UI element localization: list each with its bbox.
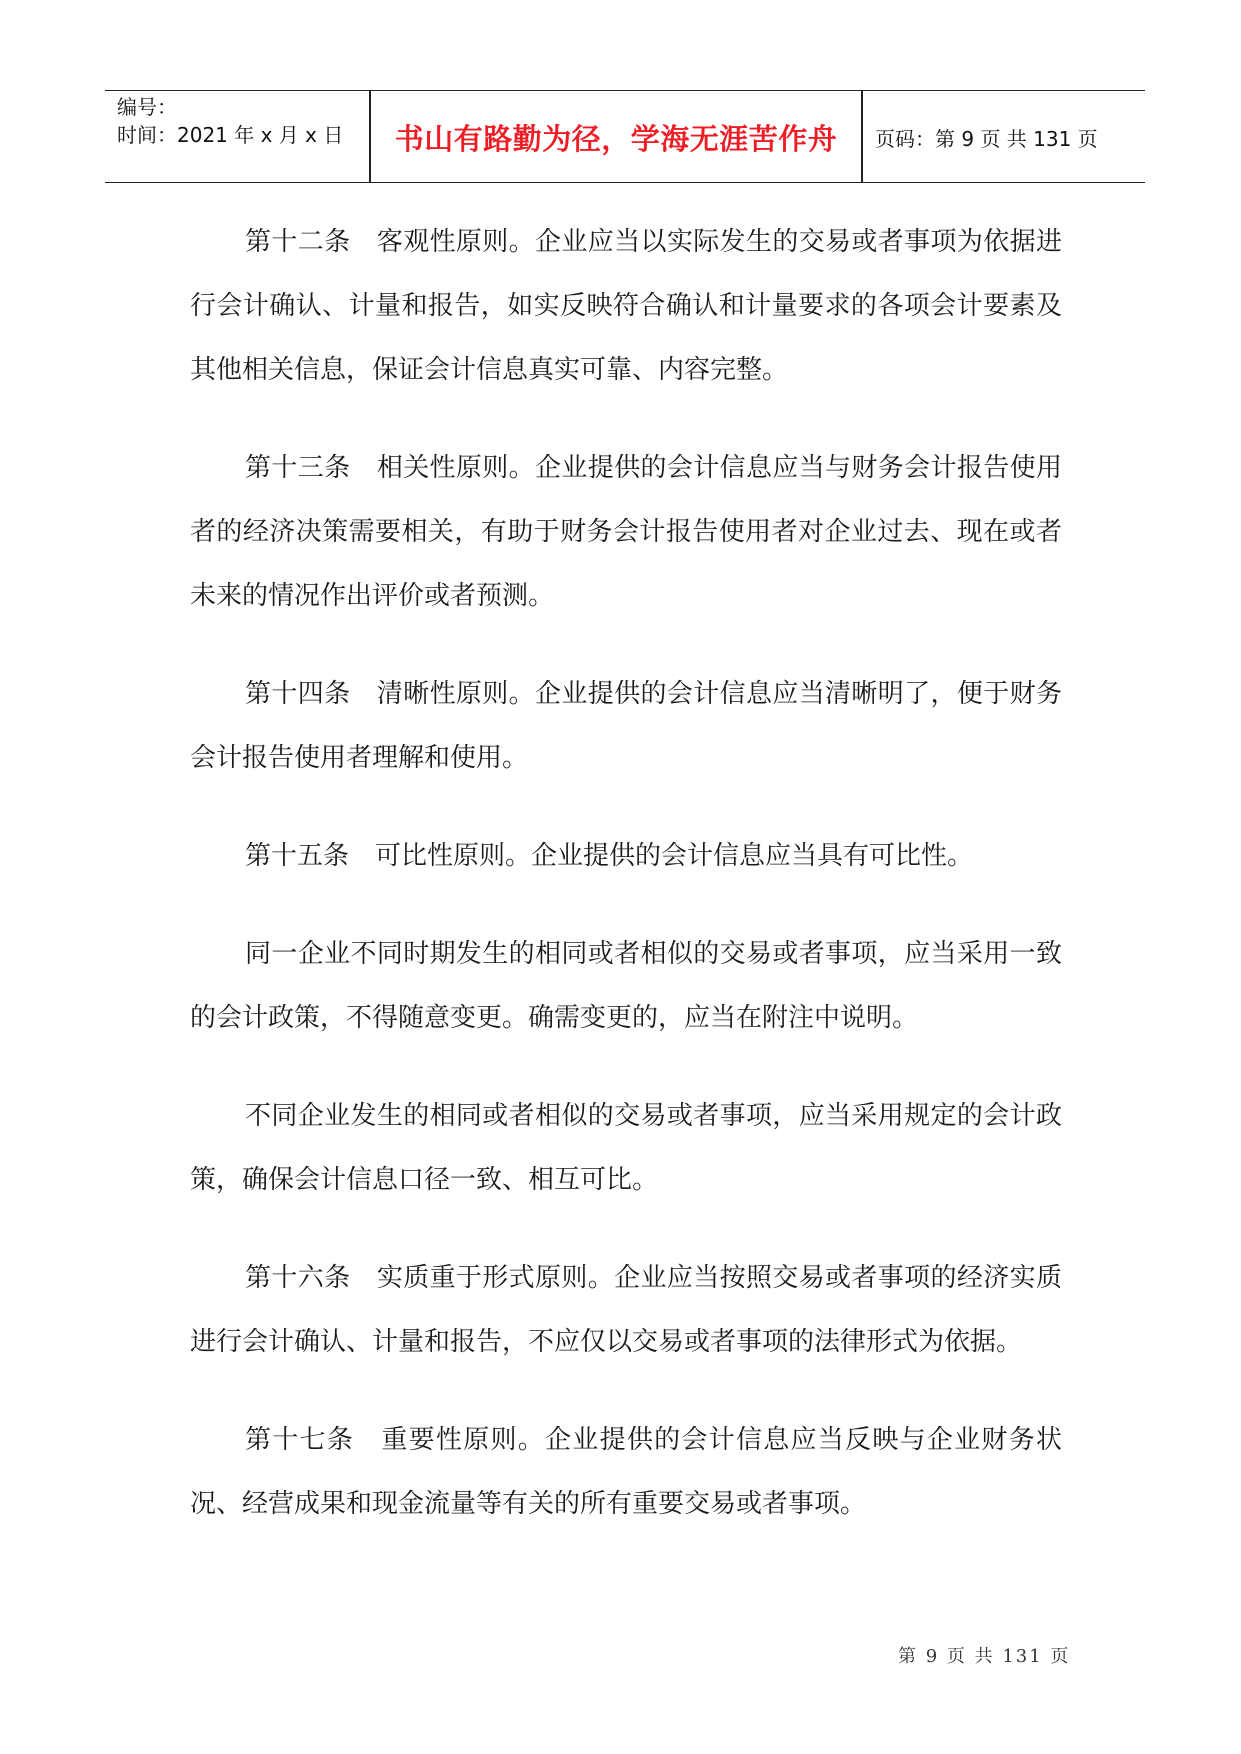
paragraph-article-15-same-enterprise: 同一企业不同时期发生的相同或者相似的交易或者事项，应当采用一致的会计政策，不得随意变更。确需变更的，应当在附注中说明。	[190, 939, 1062, 1033]
header-page-number: 页码：第 9 页 共 131 页	[875, 127, 1098, 151]
header-meta	[117, 93, 357, 149]
document-time-label: 时间：2021 年 x 月 x 日	[117, 123, 344, 147]
paragraph-article-15: 第十五条 可比性原则。企业提供的会计信息应当具有可比性。	[245, 841, 974, 871]
page-header	[105, 90, 1145, 183]
document-number-label: 编号：	[117, 95, 177, 119]
paragraph-article-15-different-enterprise: 不同企业发生的相同或者相似的交易或者事项，应当采用规定的会计政策，确保会计信息口径一致、相互可比。	[190, 1101, 1062, 1195]
document-body	[190, 210, 1062, 1570]
paragraph-article-13: 第十三条 相关性原则。企业提供的会计信息应当与财务会计报告使用者的经济决策需要相关，有助于财务会计报告使用者对企业过去、现在或者未来的情况作出评价或者预测。	[190, 453, 1062, 611]
paragraph-article-16: 第十六条 实质重于形式原则。企业应当按照交易或者事项的经济实质进行会计确认、计量和报告，不应仅以交易或者事项的法律形式为依据。	[190, 1263, 1062, 1357]
paragraph-article-17: 第十七条 重要性原则。企业提供的会计信息应当反映与企业财务状况、经营成果和现金流量等有关的所有重要交易或者事项。	[190, 1425, 1062, 1519]
paragraph-article-14: 第十四条 清晰性原则。企业提供的会计信息应当清晰明了，便于财务会计报告使用者理解和使用。	[190, 679, 1062, 773]
page-footer: 第 9 页 共 131 页	[898, 1646, 1071, 1667]
paragraph-article-12: 第十二条 客观性原则。企业应当以实际发生的交易或者事项为依据进行会计确认、计量和报告，如实反映符合确认和计量要求的各项会计要素及其他相关信息，保证会计信息真实可靠、内容完整。	[190, 227, 1062, 385]
header-motto: 书山有路勤为径，学海无涯苦作舟	[394, 122, 838, 156]
header-divider-right	[861, 91, 863, 182]
